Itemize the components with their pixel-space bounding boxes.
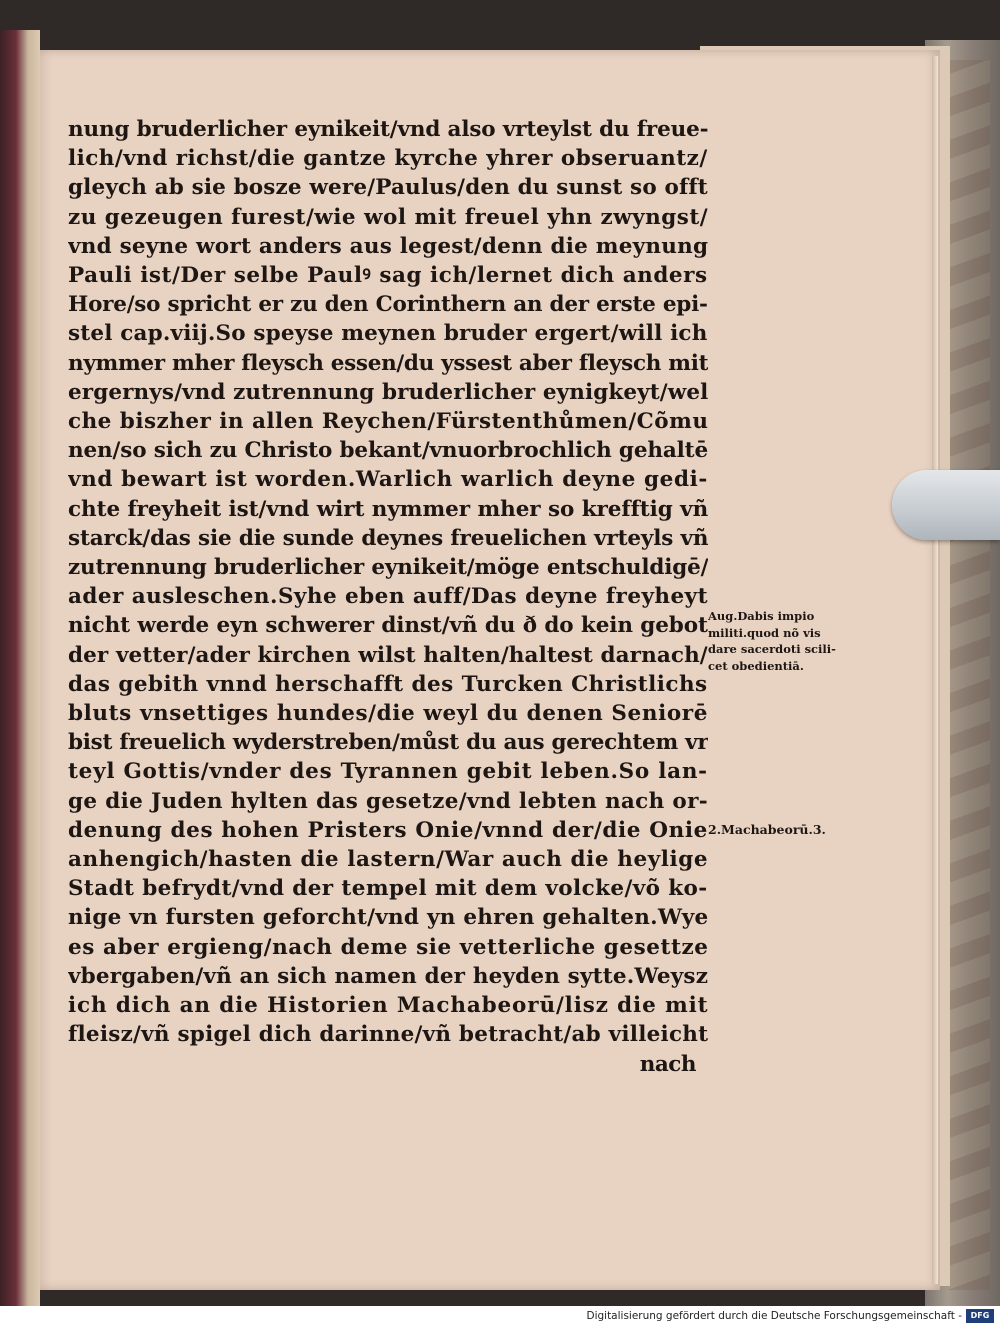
text-line: nymmer mher fleysch essen/du yssest aber fleysch mit [68, 350, 708, 376]
text-line: ader ausleschen.Syhe eben auff/Das deyne freyheyt [68, 584, 708, 610]
text-line: lich/vnd richst/die gantze kyrche yhrer obseruantz/ [68, 146, 708, 172]
text-line: nen/so sich zu Christo bekant/vnuorbrochlich gehaltē [68, 438, 708, 464]
text-line: ich dich an die Historien Machabeorū/lisz die mit [68, 993, 708, 1019]
text-line: chte freyheit ist/vnd wirt nymmer mher so krefftig vñ [68, 496, 708, 522]
text-line: starck/das sie die sunde deynes freuelichen vrteyls vñ [68, 525, 708, 551]
text-line: fleisz/vñ spigel dich darinne/vñ betracht/ab villeicht [68, 1022, 708, 1048]
text-line: vbergaben/vñ an sich namen der heyden sytte.Weysz [68, 963, 708, 989]
text-line: zutrennung bruderlicher eynikeit/möge entschuldigē/ [68, 555, 708, 581]
margin-reference: 2.Machabeorū.3. [708, 822, 826, 837]
text-line: ge die Juden hylten das gesetze/vnd lebten nach or- [68, 788, 708, 814]
margin-note-line: dare sacerdoti scili- [708, 642, 836, 656]
main-text-block [68, 115, 708, 1079]
text-line: es aber ergieng/nach deme sie vetterliche gesettze [68, 934, 708, 960]
margin-note-line: cet obedientiā. [708, 658, 804, 673]
page-holder-clip [892, 470, 1000, 540]
text-line: che biszher in allen Reychen/Fürstenthůmen/Cõmu [68, 409, 708, 435]
text-line: ergernys/vnd zutrennung bruderlicher eynigkeyt/wel [68, 379, 708, 405]
text-line: bist freuelich wyderstreben/můst du aus gerechtem vr [68, 730, 708, 756]
text-line: stel cap.viij.So speyse meynen bruder ergert/will ich [68, 321, 708, 347]
text-line: Hore/so spricht er zu den Corinthern an der erste epi- [68, 292, 708, 318]
text-line: Pauli ist/Der selbe Paulꝰ sag ich/lernet dich anders [68, 263, 708, 289]
text-line: das gebith vnnd herschafft des Turcken Christlichs [68, 671, 708, 697]
text-line: Stadt befrydt/vnd der tempel mit dem volcke/võ ko- [68, 876, 708, 902]
margin-note-line: militi.quod nõ vis [708, 625, 821, 640]
dfg-logo: DFG [966, 1309, 994, 1323]
footer-credit: Digitalisierung gefördert durch die Deutsche Forschungsgemeinschaft - [586, 1310, 962, 1322]
text-line: nung bruderlicher eynikeit/vnd also vrteylst du freue- [68, 117, 708, 142]
book-spine-left [0, 30, 40, 1306]
text-line: anhengich/hasten die lastern/War auch die heylige [68, 847, 708, 873]
margin-note-line: Aug.Dabis impio [708, 609, 815, 623]
margin-note [708, 608, 868, 674]
text-line: nicht werde eyn schwerer dinst/vñ du ð do kein gebot [68, 613, 708, 639]
text-line: vnd seyne wort anders aus legest/denn die meynung [68, 233, 708, 259]
page-edge [932, 56, 938, 1284]
text-line: zu gezeugen furest/wie wol mit freuel yhn zwyngst/ [68, 204, 708, 230]
text-line: vnd bewart ist worden.Warlich warlich deyne gedi- [68, 467, 708, 493]
text-line: denung des hohen Pristers Onie/vnnd der/die Onie [68, 817, 708, 843]
footer-bar [0, 1306, 1000, 1326]
text-line: gleych ab sie bosze were/Paulus/den du sunst so offt [68, 175, 708, 201]
text-line: teyl Gottis/vnder des Tyrannen gebit leben.So lan- [68, 759, 708, 785]
text-line: der vetter/ader kirchen wilst halten/haltest darnach/ [68, 642, 708, 668]
text-line: nach [639, 1051, 696, 1077]
text-line: nige vn fursten geforcht/vnd yn ehren gehalten.Wye [68, 905, 708, 931]
text-line: bluts vnsettiges hundes/die weyl du denen Seniorē [68, 701, 708, 727]
